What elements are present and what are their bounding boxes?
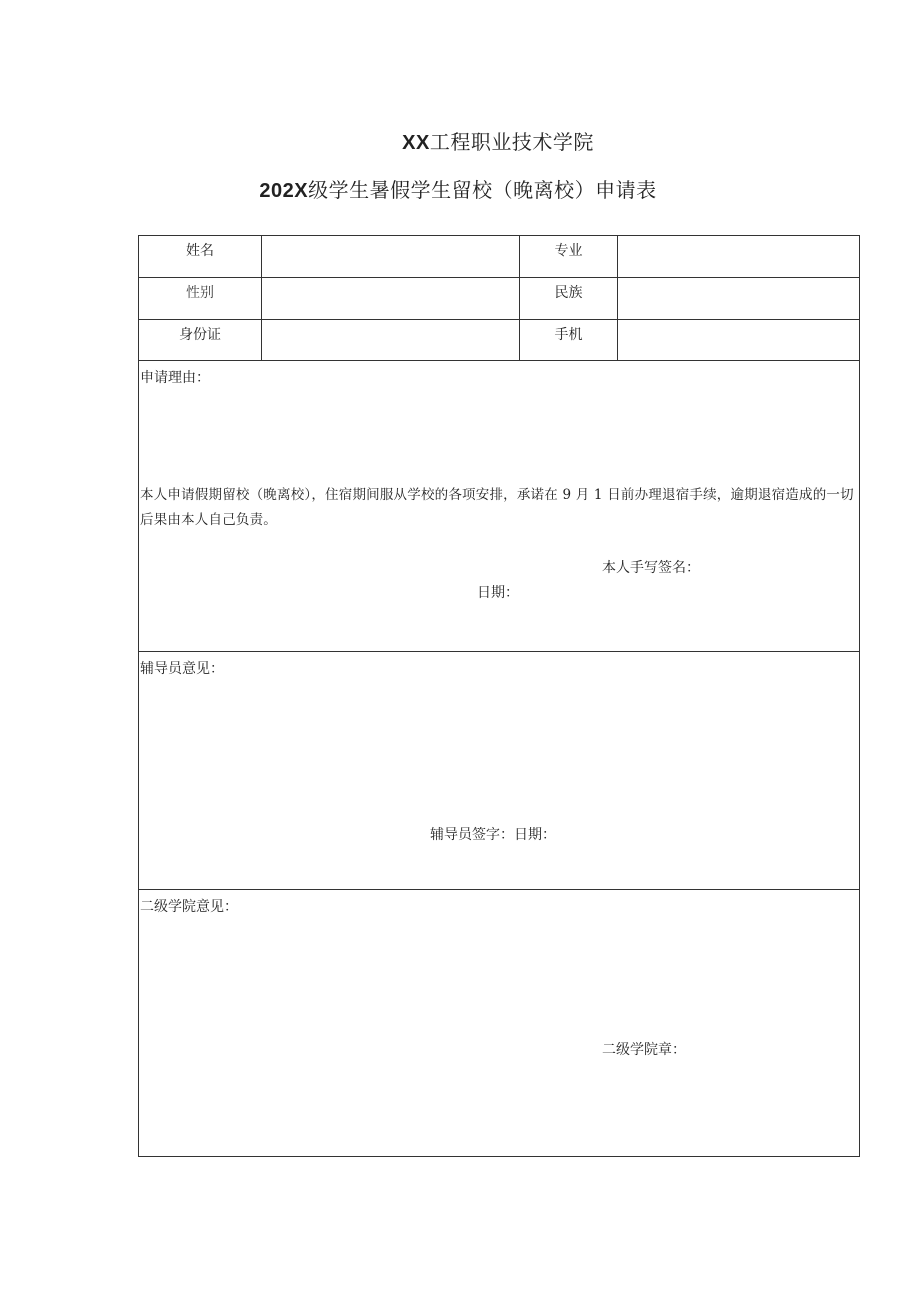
form-title-text: 级学生暑假学生留校（晚离校）申请表 xyxy=(308,178,657,202)
counselor-section[interactable] xyxy=(139,652,860,890)
applicant-signature-label: 本人手写签名： xyxy=(602,560,700,576)
college-seal-label: 二级学院章： xyxy=(602,1042,686,1058)
reason-title-rest: 理由： xyxy=(168,370,210,386)
counselor-opinion-title: 辅导员意见： xyxy=(140,661,224,677)
year-text: 202X xyxy=(259,180,309,202)
gender-label: 性别 xyxy=(139,278,262,320)
reason-title-bold: 申请 xyxy=(140,370,168,386)
gender-field[interactable] xyxy=(262,278,520,320)
ethnicity-field[interactable] xyxy=(618,278,860,320)
application-reason-title xyxy=(140,367,210,387)
name-label: 姓名 xyxy=(139,236,262,278)
applicant-date-label: 日期： xyxy=(477,585,519,601)
pledge-text: 本人申请假期留校（晚离校），住宿期间服从学校的各项安排，承诺在 9 月 1 日前办理退宿手续，逾期退宿造成的一切后果由本人自己负责。 xyxy=(140,487,854,528)
id-card-label: 身份证 xyxy=(139,320,262,361)
college-section[interactable] xyxy=(139,890,860,1157)
major-field[interactable] xyxy=(618,236,860,278)
phone-field[interactable] xyxy=(618,320,860,361)
counselor-signature-date-label: 辅导员签字：日期： xyxy=(430,827,556,843)
major-label: 专业 xyxy=(520,236,618,278)
college-opinion-title: 二级学院意见： xyxy=(140,899,238,915)
phone-label: 手机 xyxy=(520,320,618,361)
form-title xyxy=(0,174,916,203)
id-card-field[interactable] xyxy=(262,320,520,361)
application-form xyxy=(138,235,860,1157)
ethnicity-label: 民族 xyxy=(520,278,618,320)
school-name-text: 工程职业技术学院 xyxy=(429,130,594,154)
school-prefix: XX xyxy=(402,132,430,154)
application-section[interactable] xyxy=(139,361,860,652)
school-name xyxy=(0,126,920,155)
name-field[interactable] xyxy=(262,236,520,278)
